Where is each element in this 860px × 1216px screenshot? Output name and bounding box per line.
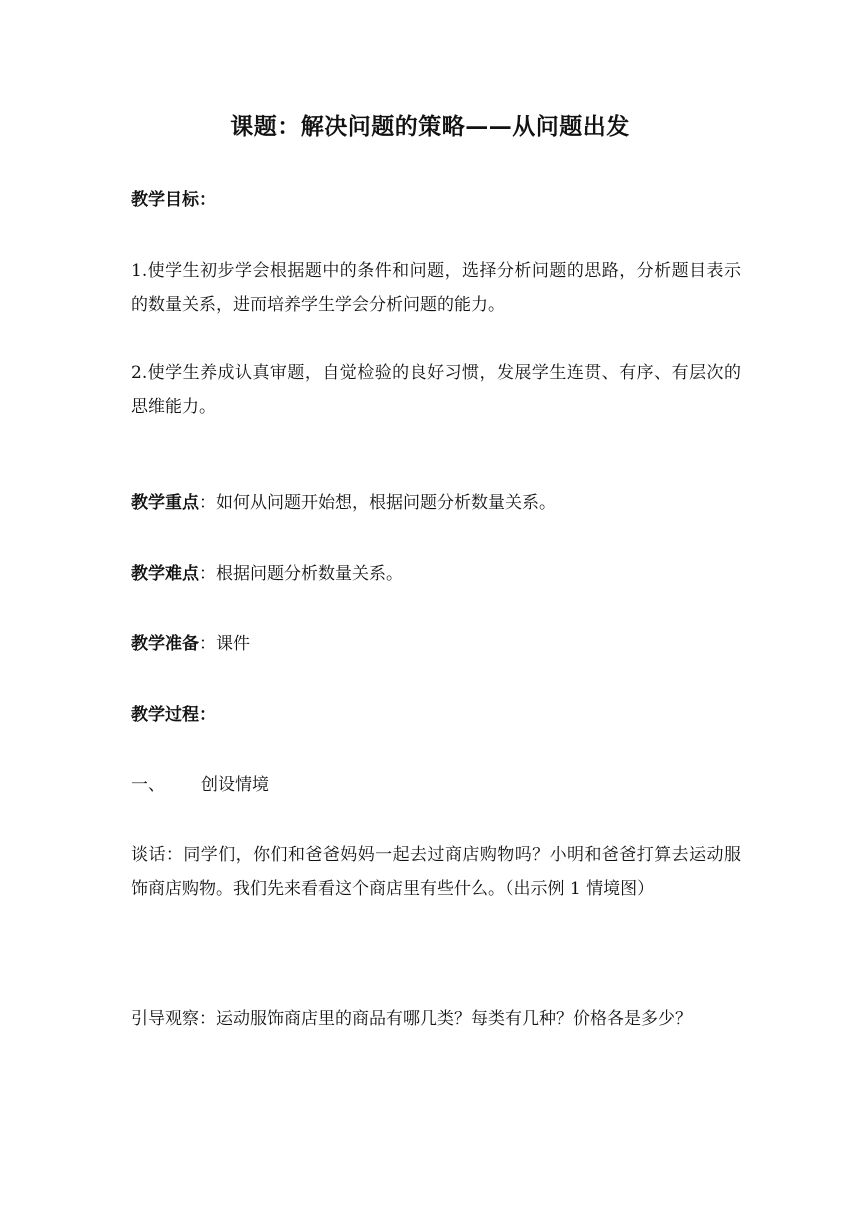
key-points: [131, 486, 741, 520]
section-1-number: 一、: [131, 775, 165, 795]
objectives-heading-label: 教学目标：: [131, 190, 216, 210]
process-heading: [131, 698, 741, 732]
objectives-heading: [131, 183, 741, 217]
objective-1: 1.使学生初步学会根据题中的条件和问题，选择分析问题的思路，分析题目表示的数量关系，进而培养学生学会分析问题的能力。: [131, 261, 741, 315]
objective-2: 2.使学生养成认真审题，自觉检验的良好习惯，发展学生连贯、有序、有层次的思维能力。: [131, 363, 741, 417]
preparation-label: 教学准备: [131, 634, 199, 654]
talk-paragraph: 谈话：同学们，你们和爸爸妈妈一起去过商店购物吗？小明和爸爸打算去运动服饰商店购物。我们先来看看这个商店里有些什么。（出示例 1 情境图）: [131, 845, 741, 899]
process-heading-label: 教学过程：: [131, 705, 216, 725]
key-points-label: 教学重点: [131, 493, 199, 513]
section-1-heading: [131, 768, 741, 802]
preparation-text: ：课件: [199, 634, 250, 654]
section-1-title: 创设情境: [201, 775, 269, 795]
preparation: [131, 627, 741, 661]
document-title: 课题：解决问题的策略——从问题出发: [230, 113, 630, 140]
difficulty-label: 教学难点: [131, 564, 199, 584]
key-points-text: ：如何从问题开始想，根据问题分析数量关系。: [199, 493, 556, 513]
difficulty-text: ：根据问题分析数量关系。: [199, 564, 403, 584]
guide-paragraph: 引导观察：运动服饰商店里的商品有哪几类？每类有几种？价格各是多少？: [131, 1009, 692, 1029]
difficulty-points: [131, 557, 741, 591]
